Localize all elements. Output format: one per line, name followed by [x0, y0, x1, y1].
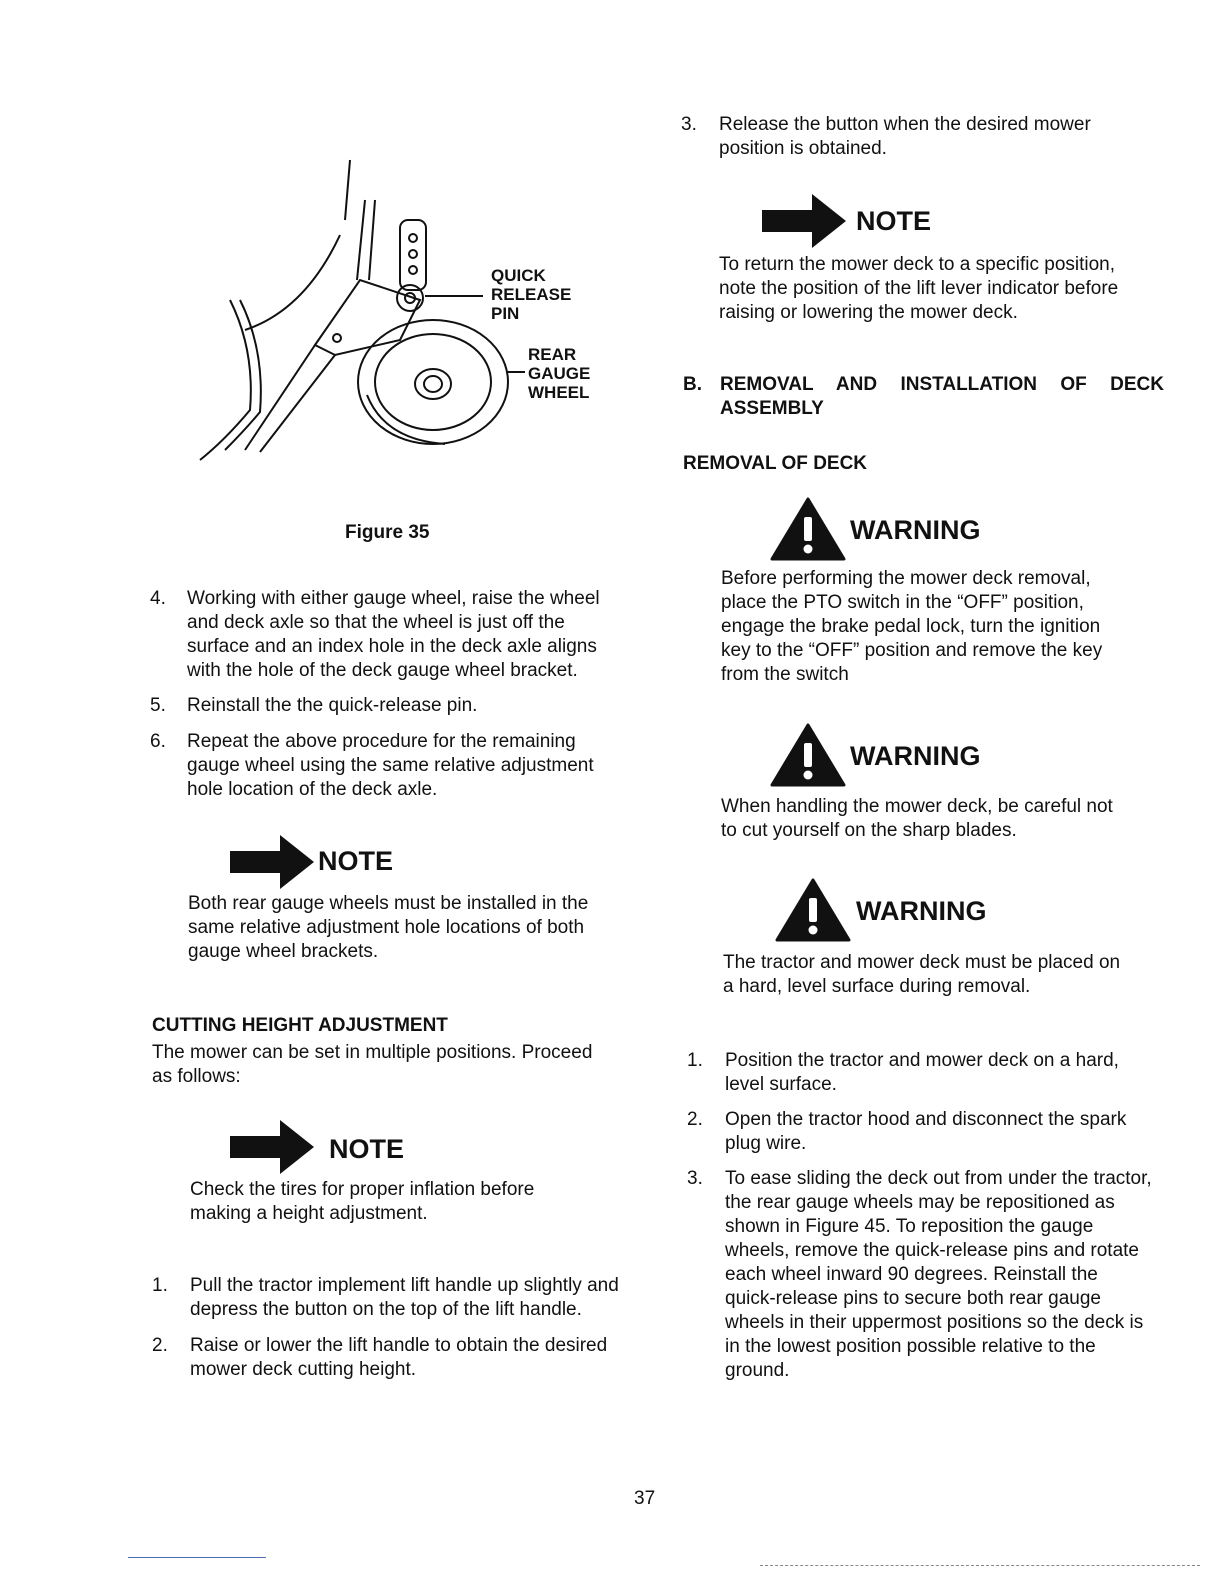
- footer-dotted-rule: [760, 1565, 1200, 1567]
- step-text: [190, 1274, 640, 1322]
- text-line: When handling the mower deck, be careful not: [721, 796, 1113, 817]
- step-number: 3.: [687, 1168, 703, 1189]
- arrow-right-icon: [230, 1120, 314, 1174]
- section-heading-removal-of-deck: REMOVAL OF DECK: [683, 453, 868, 474]
- note-text: [719, 253, 1159, 325]
- step-text: [719, 113, 1163, 161]
- step-number: 2.: [152, 1335, 168, 1356]
- arrow-right-icon: [762, 194, 846, 248]
- text-line: place the PTO switch in the “OFF” position,: [721, 592, 1084, 613]
- text-line: Before performing the mower deck removal,: [721, 568, 1091, 589]
- step-text: [190, 1334, 640, 1382]
- text-line: To ease sliding the deck out from under the tractor,: [725, 1168, 1152, 1189]
- text-line: The mower can be set in multiple positions. Proceed: [152, 1042, 593, 1063]
- text-line: a hard, level surface during removal.: [723, 976, 1031, 997]
- warning-title: WARNING: [850, 515, 981, 545]
- text-line: the rear gauge wheels may be repositioned as: [725, 1192, 1115, 1213]
- label-line: RELEASE: [491, 285, 572, 304]
- label-line: WHEEL: [528, 383, 590, 402]
- text-line: from the switch: [721, 664, 849, 685]
- arrow-right-icon: [230, 835, 314, 889]
- text-line: with the hole of the deck gauge wheel bracket.: [187, 660, 578, 681]
- text-line: To return the mower deck to a specific position,: [719, 254, 1116, 275]
- text-line: Pull the tractor implement lift handle up slightly and: [190, 1275, 619, 1296]
- section-letter: B.: [683, 374, 702, 395]
- text-line: Open the tractor hood and disconnect the spark: [725, 1109, 1127, 1130]
- text-line: gauge wheel using the same relative adjustment: [187, 755, 594, 776]
- text-line: Repeat the above procedure for the remaining: [187, 731, 576, 752]
- text-line: position is obtained.: [719, 138, 887, 159]
- warning-triangle-icon: [770, 497, 846, 561]
- text-line: quick-release pins to secure both rear gauge: [725, 1288, 1102, 1309]
- text-line: wheels in their uppermost positions so the deck is: [725, 1312, 1144, 1333]
- warning-triangle-icon: [775, 878, 851, 942]
- text-line: wheels, remove the quick-release pins and rotate: [725, 1240, 1140, 1261]
- section-heading-removal-installation: [720, 373, 1164, 421]
- text-line: note the position of the lift lever indicator before: [719, 278, 1119, 299]
- text-line: making a height adjustment.: [190, 1203, 428, 1224]
- section-heading-cutting-height: CUTTING HEIGHT ADJUSTMENT: [152, 1015, 448, 1036]
- step-text: [725, 1049, 1168, 1097]
- step-text: [725, 1108, 1168, 1156]
- step-text: [187, 694, 630, 718]
- text-line: to cut yourself on the sharp blades.: [721, 820, 1017, 841]
- text-line: and deck axle so that the wheel is just off the: [187, 612, 565, 633]
- text-line: engage the brake pedal lock, turn the ignition: [721, 616, 1101, 637]
- figure-label-quick-release-pin: [491, 266, 571, 323]
- text-line: plug wire.: [725, 1133, 807, 1154]
- figure-label-rear-gauge-wheel: [528, 345, 590, 402]
- footer-rule: [128, 1557, 266, 1558]
- text-line: each wheel inward 90 degrees. Reinstall the: [725, 1264, 1098, 1285]
- note-text: [190, 1178, 608, 1226]
- text-line: Release the button when the desired mower: [719, 114, 1091, 135]
- warning-text: [721, 795, 1151, 843]
- step-number: 1.: [152, 1275, 168, 1296]
- note-title: NOTE: [856, 206, 932, 236]
- text-line: depress the button on the top of the lift handle.: [190, 1299, 582, 1320]
- warning-text: [723, 951, 1153, 999]
- text-line: ground.: [725, 1360, 790, 1381]
- step-number: 3.: [681, 114, 697, 135]
- text-line: as follows:: [152, 1066, 241, 1087]
- text-line: raising or lowering the mower deck.: [719, 302, 1018, 323]
- text-line: ASSEMBLY: [720, 398, 824, 419]
- label-line: QUICK: [491, 266, 546, 285]
- label-line: GAUGE: [528, 364, 591, 383]
- label-line: PIN: [491, 304, 520, 323]
- text-line: surface and an index hole in the deck axle aligns: [187, 636, 597, 657]
- text-line: Position the tractor and mower deck on a hard,: [725, 1050, 1119, 1071]
- text-line: mower deck cutting height.: [190, 1359, 417, 1380]
- text-line: Check the tires for proper inflation before: [190, 1179, 535, 1200]
- warning-title: WARNING: [850, 741, 981, 771]
- text-line: in the lowest position possible relative to the: [725, 1336, 1096, 1357]
- warning-title: WARNING: [856, 896, 987, 926]
- note-text: [188, 892, 618, 964]
- text-line: Working with either gauge wheel, raise the wheel: [187, 588, 600, 609]
- warning-triangle-icon: [770, 723, 846, 787]
- figure-caption: Figure 35: [345, 522, 430, 543]
- text-line: same relative adjustment hole locations of both: [188, 917, 585, 938]
- note-title: NOTE: [318, 846, 394, 876]
- step-text: [187, 587, 630, 683]
- step-text: [725, 1167, 1168, 1383]
- step-number: 4.: [150, 588, 166, 609]
- text-line: gauge wheel brackets.: [188, 941, 379, 962]
- warning-text: [721, 567, 1141, 687]
- text-line: REMOVAL AND INSTALLATION OF DECK: [720, 374, 1164, 395]
- step-number: 6.: [150, 731, 166, 752]
- step-number: 2.: [687, 1109, 703, 1130]
- step-text: [187, 730, 630, 802]
- note-title: NOTE: [329, 1134, 405, 1164]
- page-number: 37: [634, 1488, 656, 1509]
- text-line: level surface.: [725, 1074, 837, 1095]
- text-line: hole location of the deck axle.: [187, 779, 438, 800]
- text-line: key to the “OFF” position and remove the key: [721, 640, 1103, 661]
- text-line: Reinstall the the quick-release pin.: [187, 695, 478, 716]
- text-line: The tractor and mower deck must be placed on: [723, 952, 1121, 973]
- text-line: Raise or lower the lift handle to obtain the desired: [190, 1335, 608, 1356]
- step-number: 1.: [687, 1050, 703, 1071]
- label-line: REAR: [528, 345, 577, 364]
- text-line: shown in Figure 45. To reposition the gauge: [725, 1216, 1094, 1237]
- text-line: Both rear gauge wheels must be installed in the: [188, 893, 589, 914]
- step-number: 5.: [150, 695, 166, 716]
- cutting-intro: [152, 1041, 633, 1089]
